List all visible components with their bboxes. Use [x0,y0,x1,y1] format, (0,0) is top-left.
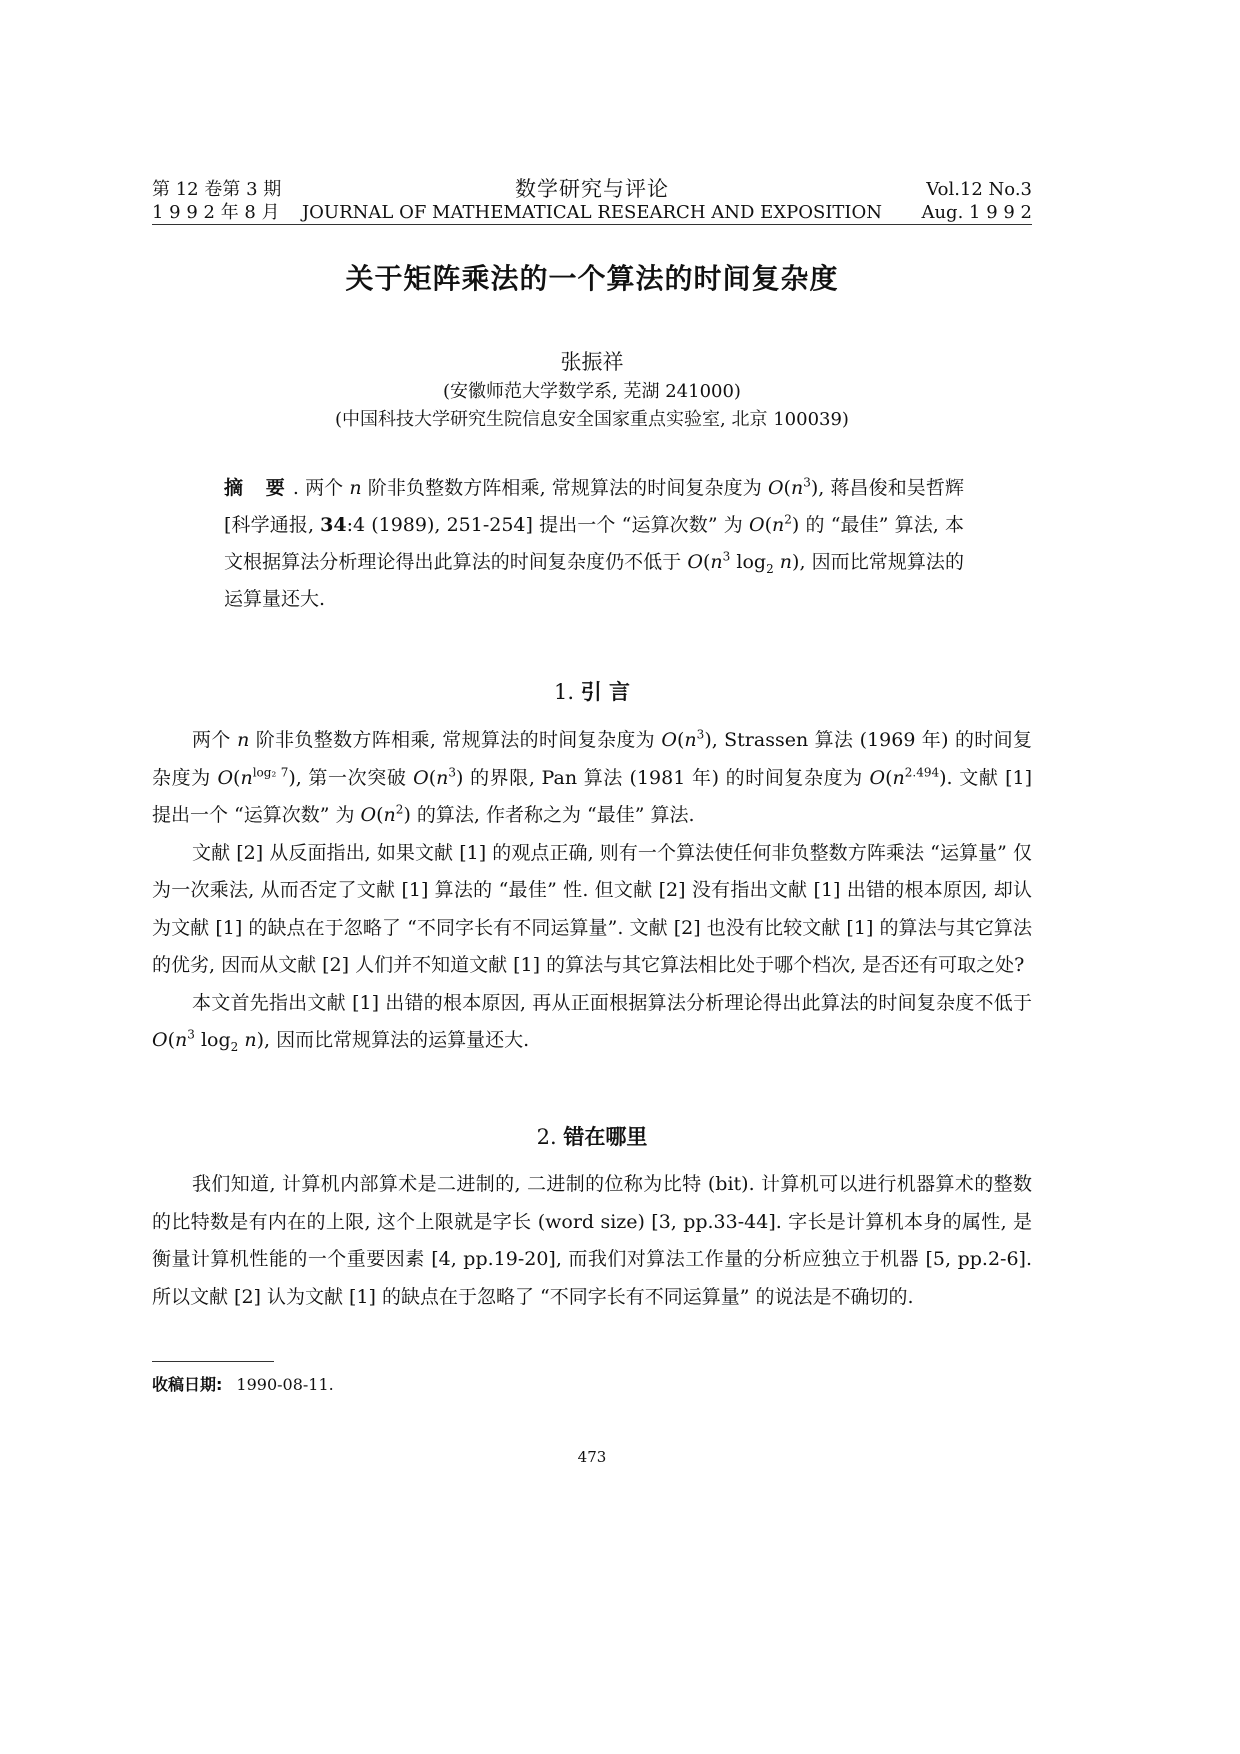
paragraph: 两个 n 阶非负整数方阵相乘, 常规算法的时间复杂度为 $O(n^3)$, Strassen 算法 (1969 年) 的时间复杂度为 $O(n^{log_2 7})$, 第一次突破 $O(n^3)$ 的界限, Pan 算法 (1981 年) 的时间复杂度为 $O(n^{2.494})$. 文献 [1] 提出一个 “运算次数” 为 $O(n^2)$ 的算法, 作者称之为 “最佳” 算法. [152,727,1032,826]
abstract-text: 阶非负整数方阵相乘, 常规算法的时间复杂度为 [361,477,768,499]
math-n: n [349,477,362,499]
math-exp: 3 [722,549,731,564]
math-exp: 2.494 [904,765,940,780]
math-exp: 3 [187,1027,195,1042]
math-exp: 2 [395,802,404,817]
header-rule [152,224,1032,225]
text-run: 本文首先指出文献 [1] 出错的根本原因, 再从正面根据算法分析理论得出此算法的时间复杂度不低于 [192,991,1032,1014]
math-O: O [360,804,377,826]
footnote-rule [152,1361,274,1362]
math-n: n [240,766,253,789]
affiliation-1: (安徽师范大学数学系, 芜湖 241000) [443,381,741,402]
abstract-label: 摘 要 [224,477,293,499]
footnote-label: 收稿日期: [152,1375,223,1394]
math-n: n [383,804,396,826]
abstract-text: 的 “最佳” 算法, 本文根据算法分析理论得出此算法的时间复杂度仍不低于 [224,514,964,573]
abstract-text: , 因而比常规算法的运算量还大. [224,551,964,610]
author-name: 张振祥 [560,350,624,374]
paragraph: 本文首先指出文献 [1] 出错的根本原因, 再从正面根据算法分析理论得出此算法的时间复杂度不低于 $O(n^3$ $\log_2 n$), 因而比常规算法的运算量还大. [152,991,1032,1054]
text-run: , Strassen 算法 (1969 年) 的时间复杂度为 [152,729,1032,789]
text-run: , 因而比常规算法的运算量还大. [263,1029,530,1051]
footnote [152,1372,334,1395]
volume-number: Vol.12 No.3 [926,179,1032,200]
math-exp: 2 [784,512,792,527]
header-right [921,178,1032,224]
math-n: n [244,1029,257,1051]
text-run: 的算法, 作者称之为 “最佳” 算法. [410,804,695,826]
math-O: O [869,766,886,789]
math-exp: 3 [803,475,811,490]
math-O: O [749,514,765,536]
abstract-text: . 两个 [292,477,350,499]
abstract: 摘 要. 两个 n 阶非负整数方阵相乘, 常规算法的时间复杂度为 $O(n^3)$, 蒋昌俊和吴哲辉 [科学通报, 34:4 (1989), 251-254] 提出一个 “运算次数” 为 $O(n^2)$ 的 “最佳” 算法, 本文根据算法分析理论得出此算法的时间复杂度仍不低于 $O(n^3$ $\log_2 n$), 因而比常规算法的运算量还大. [224,475,964,610]
math-O: O [413,766,429,789]
math-n: n [892,766,905,789]
section-heading-2 [152,1121,1032,1151]
affiliation-2: (中国科技大学研究生院信息安全国家重点实验室, 北京 100039) [335,409,849,430]
math-exp: 3 [448,765,456,780]
math-O: O [687,551,703,573]
math-O: O [767,477,784,499]
text-run: . 文献 [1] 提出一个 “运算次数” 为 [152,766,1032,826]
math-sub: 2 [766,561,774,576]
paragraph: 我们知道, 计算机内部算术是二进制的, 二进制的位称为比特 (bit). 计算机可以进行机器算术的整数的比特数是有内在的上限, 这个上限就是字长 (word size) [3, pp.33-44]. 字长是计算机本身的属性, 是衡量计算机性能的一个重要因素 [4, pp.19-20], 而我们对算法工作量的分析应独立于机器 [5, pp.2-6]. 所以文献 [2] 认为文献 [1] 的缺点在于忽略了 “不同字长有不同运算量” 的说法是不确切的. [152,1173,1032,1308]
received-date: 1990-08-11. [236,1375,334,1394]
section-number: 2. [536,1125,557,1149]
section-2-body [152,1166,1032,1316]
text-run: 两个 [192,729,238,751]
section-title: 引 言 [580,680,631,704]
math-n: n [779,551,793,573]
math-n: n [436,766,449,789]
math-O: O [217,766,234,789]
math-n: n [710,551,723,573]
math-exp: log₂ 7 [252,765,289,780]
text-run: 阶非负整数方阵相乘, 常规算法的时间复杂度为 [249,729,662,751]
section-1-body [152,722,1032,1060]
math-n: n [175,1029,188,1051]
section-title: 错在哪里 [563,1125,648,1149]
page-number: 473 [577,1448,607,1466]
math-n: n [237,729,250,751]
journal-name-cn: 数学研究与评论 [515,177,669,201]
journal-header [152,178,1032,228]
section-number: 1. [553,680,575,704]
math-log: log [200,1029,231,1051]
issue-date-en: Aug. 1 9 9 2 [921,202,1032,223]
abstract-text: :4 (1989), 251-254] 提出一个 “运算次数” 为 [346,514,749,536]
abstract-text: , 蒋昌俊和吴哲辉 [科学通报, [224,477,964,536]
math-sub: 2 [230,1039,239,1054]
text-run: 的界限, Pan 算法 (1981 年) 的时间复杂度为 [463,766,870,789]
paragraph: 文献 [2] 从反面指出, 如果文献 [1] 的观点正确, 则有一个算法使任何非负整数方阵乘法 “运算量” 仅为一次乘法, 从而否定了文献 [1] 算法的 “最佳” 性. 但文献 [2] 没有指出文献 [1] 出错的根本原因, 却认为文献 [1] 的缺点在于忽略了 “不同字长有不同运算量”. 文献 [2] 也没有比较文献 [1] 的算法与其它算法的优劣, 因而从文献 [2] 人们并不知道文献 [1] 的算法与其它算法相比处于哪个档次, 是否还有可取之处? [152,841,1032,976]
paper-title: 关于矩阵乘法的一个算法的时间复杂度 [345,262,839,295]
math-O: O [152,1029,168,1051]
section-heading-1 [152,676,1032,706]
text-run: , 第一次突破 [295,766,414,789]
math-exp: 3 [696,727,705,742]
math-log: log [736,551,767,573]
math-n: n [772,514,785,536]
journal-name-en: JOURNAL OF MATHEMATICAL RESEARCH AND EXPOSITION [301,202,883,223]
issue-date: 1 9 9 2 年 8 月 [152,202,280,223]
volume-issue: 第 12 卷第 3 期 [152,179,282,200]
math-n: n [790,477,804,499]
math-O: O [661,729,677,751]
journal-volume-bold: 34 [320,514,347,536]
math-n: n [684,729,697,751]
header-center [152,178,1032,224]
